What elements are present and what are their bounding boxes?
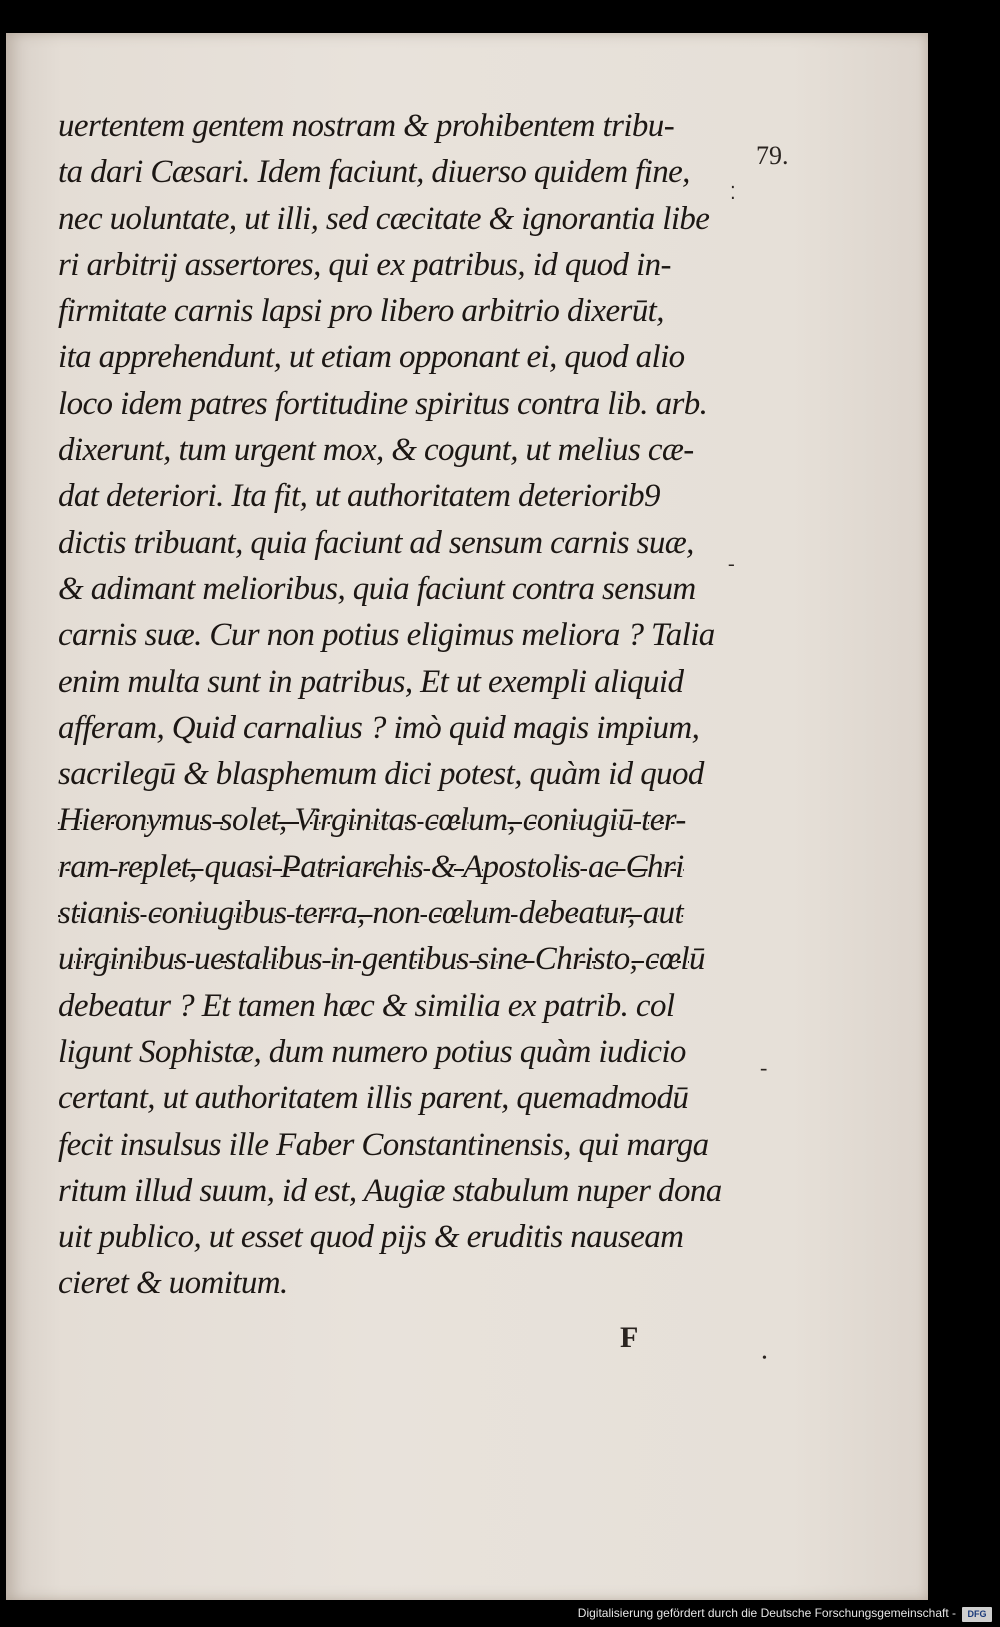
text-line-underlined: uirginibus uestalibus in gentibus sine Christo, cœlū bbox=[58, 941, 705, 978]
text-line: certant, ut authoritatem illis parent, quemadmodū bbox=[58, 1080, 689, 1117]
margin-mark: - bbox=[760, 1055, 768, 1080]
folio-number: 79. bbox=[756, 141, 789, 170]
text-line: carnis suæ. Cur non potius eligimus meliora ? Talia bbox=[58, 617, 715, 654]
text-line-underlined: Hieronymus solet, Virginitas cœlum, coniugiū ter- bbox=[58, 802, 686, 839]
dfg-logo: DFG bbox=[962, 1607, 992, 1622]
margin-mark: ⁚ bbox=[730, 183, 736, 203]
text-line: sacrilegū & blasphemum dici potest, quàm id quod bbox=[58, 756, 704, 793]
text-line: fecit insulsus ille Faber Constantinensis, qui marga bbox=[58, 1126, 709, 1163]
text-line: loco idem patres fortitudine spiritus contra lib. arb. bbox=[58, 385, 708, 422]
margin-mark: • bbox=[762, 1351, 767, 1366]
footer-credit-text: Digitalisierung gefördert durch die Deutsche Forschungsgemeinschaft - bbox=[577, 1606, 956, 1620]
text-line: cieret & uomitum. bbox=[58, 1265, 288, 1302]
text-line-underlined: ram replet, quasi Patriarchis & Apostolis ac Chri bbox=[58, 848, 684, 885]
text-line: afferam, Quid carnalius ? imò quid magis impium, bbox=[58, 709, 700, 746]
text-line: uertentem gentem nostram & prohibentem tribu- bbox=[58, 108, 675, 144]
text-line: ita apprehendunt, ut etiam opponant ei, quod alio bbox=[58, 339, 685, 376]
text-line: uit publico, ut esset quod pijs & eruditis nauseam bbox=[58, 1219, 684, 1256]
text-line: ligunt Sophistæ, dum numero potius quàm iudicio bbox=[58, 1033, 686, 1070]
text-line: enim multa sunt in patribus, Et ut exempli aliquid bbox=[58, 663, 684, 700]
signature-mark: F bbox=[620, 1321, 639, 1354]
book-page bbox=[6, 33, 928, 1600]
footer-credit bbox=[0, 1600, 1000, 1627]
text-line: nec uoluntate, ut illi, sed cæcitate & ignorantia libe bbox=[58, 200, 710, 237]
text-line: & adimant melioribus, quia faciunt contra sensum bbox=[58, 570, 696, 607]
text-line: dictis tribuant, quia faciunt ad sensum carnis suæ, bbox=[58, 524, 694, 561]
page-body-text bbox=[58, 103, 758, 1307]
text-line: dat deteriori. Ita fit, ut authoritatem deteriorib9 bbox=[58, 478, 660, 515]
text-line: ri arbitrij assertores, qui ex patribus, id quod in- bbox=[58, 246, 671, 283]
text-line: ta dari Cæsari. Idem faciunt, diuerso quidem fine, bbox=[58, 154, 690, 191]
margin-mark: - bbox=[728, 553, 735, 575]
text-line-underlined: stianis coniugibus terra, non cœlum debeatur, aut bbox=[58, 895, 684, 932]
text-line: ritum illud suum, id est, Augiæ stabulum nuper dona bbox=[58, 1172, 722, 1209]
text-line: firmitate carnis lapsi pro libero arbitrio dixerūt, bbox=[58, 293, 664, 330]
text-line: dixerunt, tum urgent mox, & cogunt, ut melius cæ- bbox=[58, 432, 694, 469]
text-line: debeatur ? Et tamen hæc & similia ex patrib. col bbox=[58, 987, 675, 1024]
